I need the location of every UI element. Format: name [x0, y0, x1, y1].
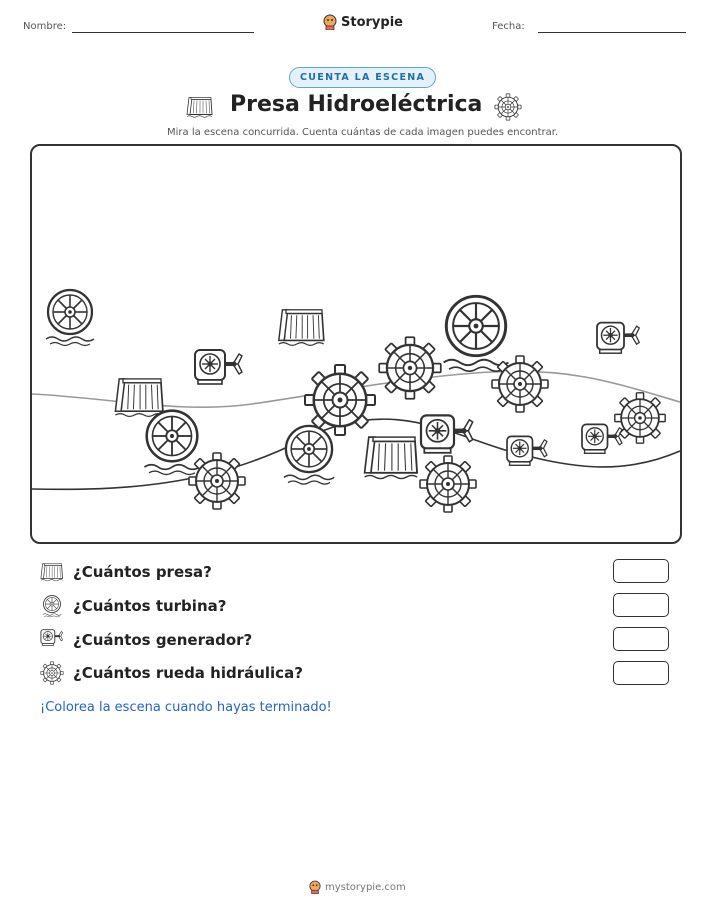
answer-box-turbine[interactable] [613, 593, 669, 617]
date-field[interactable] [538, 32, 686, 33]
footer [309, 880, 406, 894]
water-wheel-icon [189, 453, 245, 509]
answer-box-dam[interactable] [613, 559, 669, 583]
water-wheel-icon [40, 661, 64, 685]
generator-icon [195, 350, 242, 384]
water-wheel-icon [420, 456, 476, 512]
generator-icon [597, 323, 639, 354]
turbine-icon [284, 426, 334, 484]
dam-icon [115, 379, 162, 417]
brand-name: Storypie [341, 14, 403, 30]
counting-scene [30, 144, 682, 544]
generator-icon [582, 424, 622, 453]
question-text: ¿Cuántos turbina? [73, 597, 227, 615]
instructions: Mira la escena concurrida. Cuenta cuántas de cada imagen puedes encontrar. [167, 127, 559, 138]
question-turbine [40, 591, 670, 624]
page-title: Presa Hidroeléctrica [230, 92, 483, 117]
turbine-icon [46, 290, 94, 346]
water-wheel-icon [305, 365, 375, 435]
turbine-icon [444, 296, 509, 371]
question-water-wheel [40, 657, 670, 690]
storypie-mascot-icon [309, 880, 321, 894]
dam-icon [40, 561, 66, 583]
question-dam [40, 558, 670, 591]
answer-box-water-wheel[interactable] [613, 661, 669, 685]
answer-box-generator[interactable] [613, 627, 669, 651]
question-text: ¿Cuántos rueda hidráulica? [73, 664, 303, 682]
name-field[interactable] [72, 32, 254, 33]
generator-icon [421, 415, 473, 452]
name-label: Nombre: [23, 21, 67, 32]
question-generator [40, 624, 670, 657]
turbine-icon [144, 411, 199, 475]
question-list [40, 558, 670, 690]
water-wheel-icon [494, 93, 522, 121]
dam-icon [365, 437, 418, 478]
scene-illustration [32, 146, 680, 542]
footer-url[interactable]: mystorypie.com [325, 881, 406, 893]
dam-icon [186, 94, 216, 120]
water-wheel-icon [615, 393, 665, 443]
generator-icon [40, 628, 64, 648]
closing-note: ¡Colorea la escena cuando hayas terminado! [40, 700, 332, 715]
section-badge: CUENTA LA ESCENA [289, 67, 436, 88]
dam-icon [279, 310, 324, 346]
storypie-mascot-icon [323, 14, 337, 30]
turbine-icon [40, 594, 64, 618]
question-text: ¿Cuántos presa? [73, 563, 212, 581]
brand-logo [323, 14, 403, 30]
question-text: ¿Cuántos generador? [73, 631, 253, 649]
generator-icon [507, 436, 547, 465]
water-wheel-icon [379, 337, 441, 399]
water-wheel-icon [492, 356, 548, 412]
date-label: Fecha: [492, 21, 525, 32]
